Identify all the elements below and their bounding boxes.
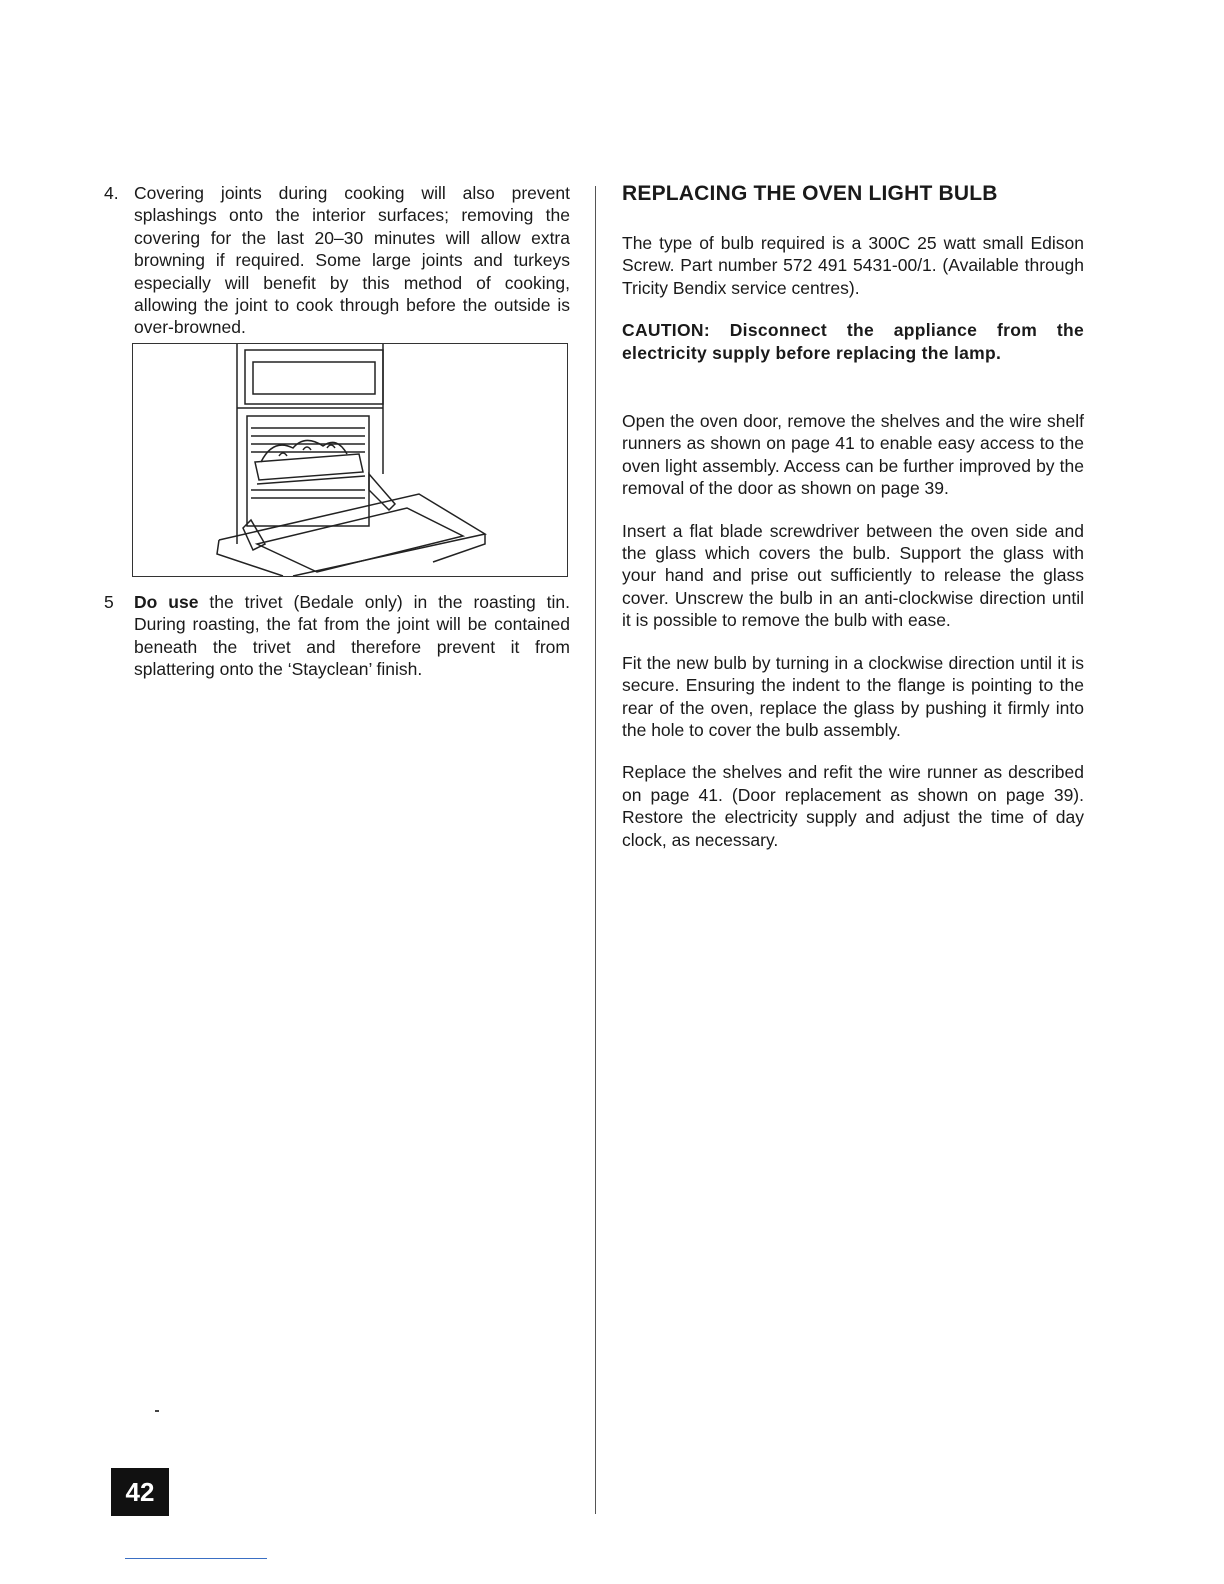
item-4-number: 4. (104, 183, 119, 203)
right-column (622, 182, 1084, 871)
footer-rule (125, 1558, 267, 1559)
list-item-5 (104, 591, 570, 681)
access-paragraph: Open the oven door, remove the shelves and the wire shelf runners as shown on page 41 to enable easy access to the oven light assembly. Access can be further improved by the removal of the door as shown on page 39. (622, 411, 1084, 499)
top-oven-window (253, 362, 375, 394)
roasting-tin (255, 454, 363, 480)
item-5-number: 5 (104, 591, 114, 612)
page-number-badge: 42 (111, 1468, 169, 1516)
section-heading: REPLACING THE OVEN LIGHT BULB (622, 182, 998, 205)
print-speck (155, 1410, 159, 1412)
oven-drawing (133, 344, 567, 576)
reassemble-paragraph: Replace the shelves and refit the wire runner as described on page 41. (Door replacement as shown on page 39). Restore the electricity supply and adjust the time of day clock, as necessary. (622, 762, 1084, 850)
top-oven-frame (245, 350, 383, 404)
item-5-bold-lead: Do use (134, 591, 199, 612)
caution-notice: CAUTION: Disconnect the appliance from the electricity supply before replacing the lamp. (622, 320, 1084, 363)
oven-illustration (132, 343, 568, 577)
column-divider (595, 186, 596, 1514)
left-column (104, 182, 570, 680)
remove-bulb-paragraph: Insert a flat blade screwdriver between the oven side and the glass which covers the bulb. Support the glass with your hand and prise out sufficiently to release the glass cover. Unscrew the bulb in an anti-clockwise direction until it is possible to remove the bulb with ease. (622, 520, 1084, 631)
list-item-4 (104, 182, 570, 339)
bulb-type-paragraph: The type of bulb required is a 300C 25 watt small Edison Screw. Part number 572 491 5431-00/1. (Available through Tricity Bendix service centres). (622, 233, 1084, 298)
item-5-text (134, 591, 570, 681)
door-glass (257, 508, 463, 572)
item-5-body: the trivet (Bedale only) in the roasting tin. During roasting, the fat from the joint will be contained beneath the trivet and therefore prevent it from splattering onto the ‘Stayclean’ finish. (134, 591, 570, 680)
item-4-text: Covering joints during cooking will also prevent splashings onto the interior surfaces; removing the covering for the last 20–30 minutes will allow extra browning if required. Some large joints and turkeys especially will benefit by this method of cooking, allowing the joint to cook through before the outside is over-browned. (134, 183, 570, 338)
fit-bulb-paragraph: Fit the new bulb by turning in a clockwise direction until it is secure. Ensuring the indent to the flange is pointing to the rear of the oven, replace the glass by pushing it firmly into the hole to cover the bulb assembly. (622, 652, 1084, 740)
